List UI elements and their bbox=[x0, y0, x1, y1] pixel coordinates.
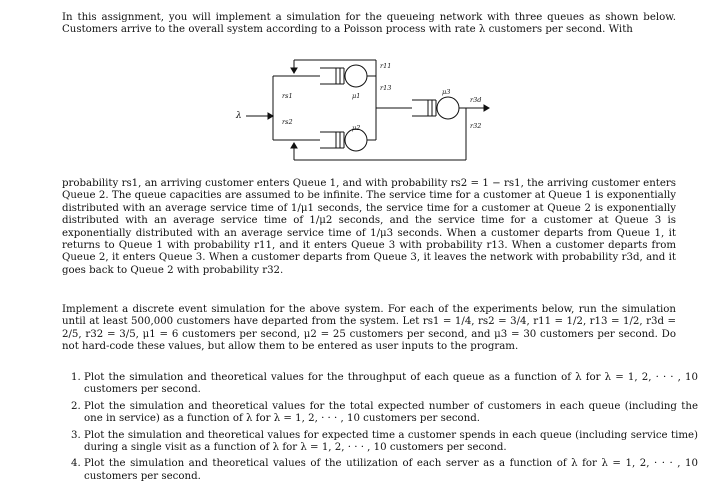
r32-label: r32 bbox=[470, 122, 482, 130]
lambda-label: λ bbox=[236, 111, 242, 121]
implement-paragraph: Implement a discrete event simulation for the above system. For each of the experiments below, run the simulation until at least 500,000 customers have departed from the system. Let rs1 = 1/4, rs2 = 3/4, r11 = 1/2, r13 = 1/2, r3d = 2/5, r32 = 3/5, μ1 = 6 customers per second, μ2 = 25 customers per second, and μ3 = 30 customers per second. Do not hard-code these values, but allow them to be entered as user inputs to the program. bbox=[62, 304, 676, 353]
task-list bbox=[62, 372, 698, 487]
r11-label: r11 bbox=[380, 62, 392, 70]
queue-2-buffer bbox=[320, 132, 344, 148]
task-item: 2. Plot the simulation and theoretical values for the total expected number of customers in each queue (including the one in service) as a function of λ for λ = 1, 2, · · · , 10 customers per second. bbox=[84, 401, 698, 426]
server-2-circle bbox=[345, 129, 367, 151]
r3d-label: r3d bbox=[470, 96, 482, 104]
mu2-label: μ2 bbox=[352, 124, 361, 132]
r13-label: r13 bbox=[380, 84, 392, 92]
queue-1-buffer bbox=[320, 68, 344, 84]
task-item: 4. Plot the simulation and theoretical values of the utilization of each server as a function of λ for λ = 1, 2, · · · , 10 customers per second. bbox=[84, 458, 698, 483]
queue-3-buffer bbox=[412, 100, 436, 116]
task-item: 1. Plot the simulation and theoretical values for the throughput of each queue as a function of λ for λ = 1, 2, · · · , 10 customers per second. bbox=[84, 372, 698, 397]
mu3-label: μ3 bbox=[442, 88, 451, 96]
server-1-circle bbox=[345, 65, 367, 87]
server-3-circle bbox=[437, 97, 459, 119]
queueing-network-diagram bbox=[216, 54, 496, 172]
intro-paragraph: In this assignment, you will implement a simulation for the queueing network with three queues as shown below. Customers arrive to the overall system according to a Poisson process with rate λ customers per second. With bbox=[62, 12, 676, 36]
rs1-label: rs1 bbox=[282, 92, 293, 100]
task-item: 3. Plot the simulation and theoretical values for expected time a customer spends in each queue (including service time) during a single visit as a function of λ for λ = 1, 2, · · · , 10 customers per second. bbox=[84, 430, 698, 455]
mu1-label: μ1 bbox=[352, 92, 361, 100]
rs2-label: rs2 bbox=[282, 118, 293, 126]
probability-paragraph: probability rs1, an arriving customer enters Queue 1, and with probability rs2 = 1 − rs1, the arriving customer enters Queue 2. The queue capacities are assumed to be infinite. The service time for a customer at Queue 1 is exponentially distributed with an average service time of 1/μ1 seconds, the service time for a customer at Queue 2 is exponentially distributed with an average service time of 1/μ2 seconds, and the service time for a customer at Queue 3 is exponentially distributed with an average service time of 1/μ3 seconds. When a customer departs from Queue 1, it returns to Queue 1 with probability r11, and it enters Queue 3 with probability r13. When a customer departs from Queue 2, it enters Queue 3. When a customer departs from Queue 3, it leaves the network with probability r3d, and it goes back to Queue 2 with probability r32. bbox=[62, 178, 676, 276]
